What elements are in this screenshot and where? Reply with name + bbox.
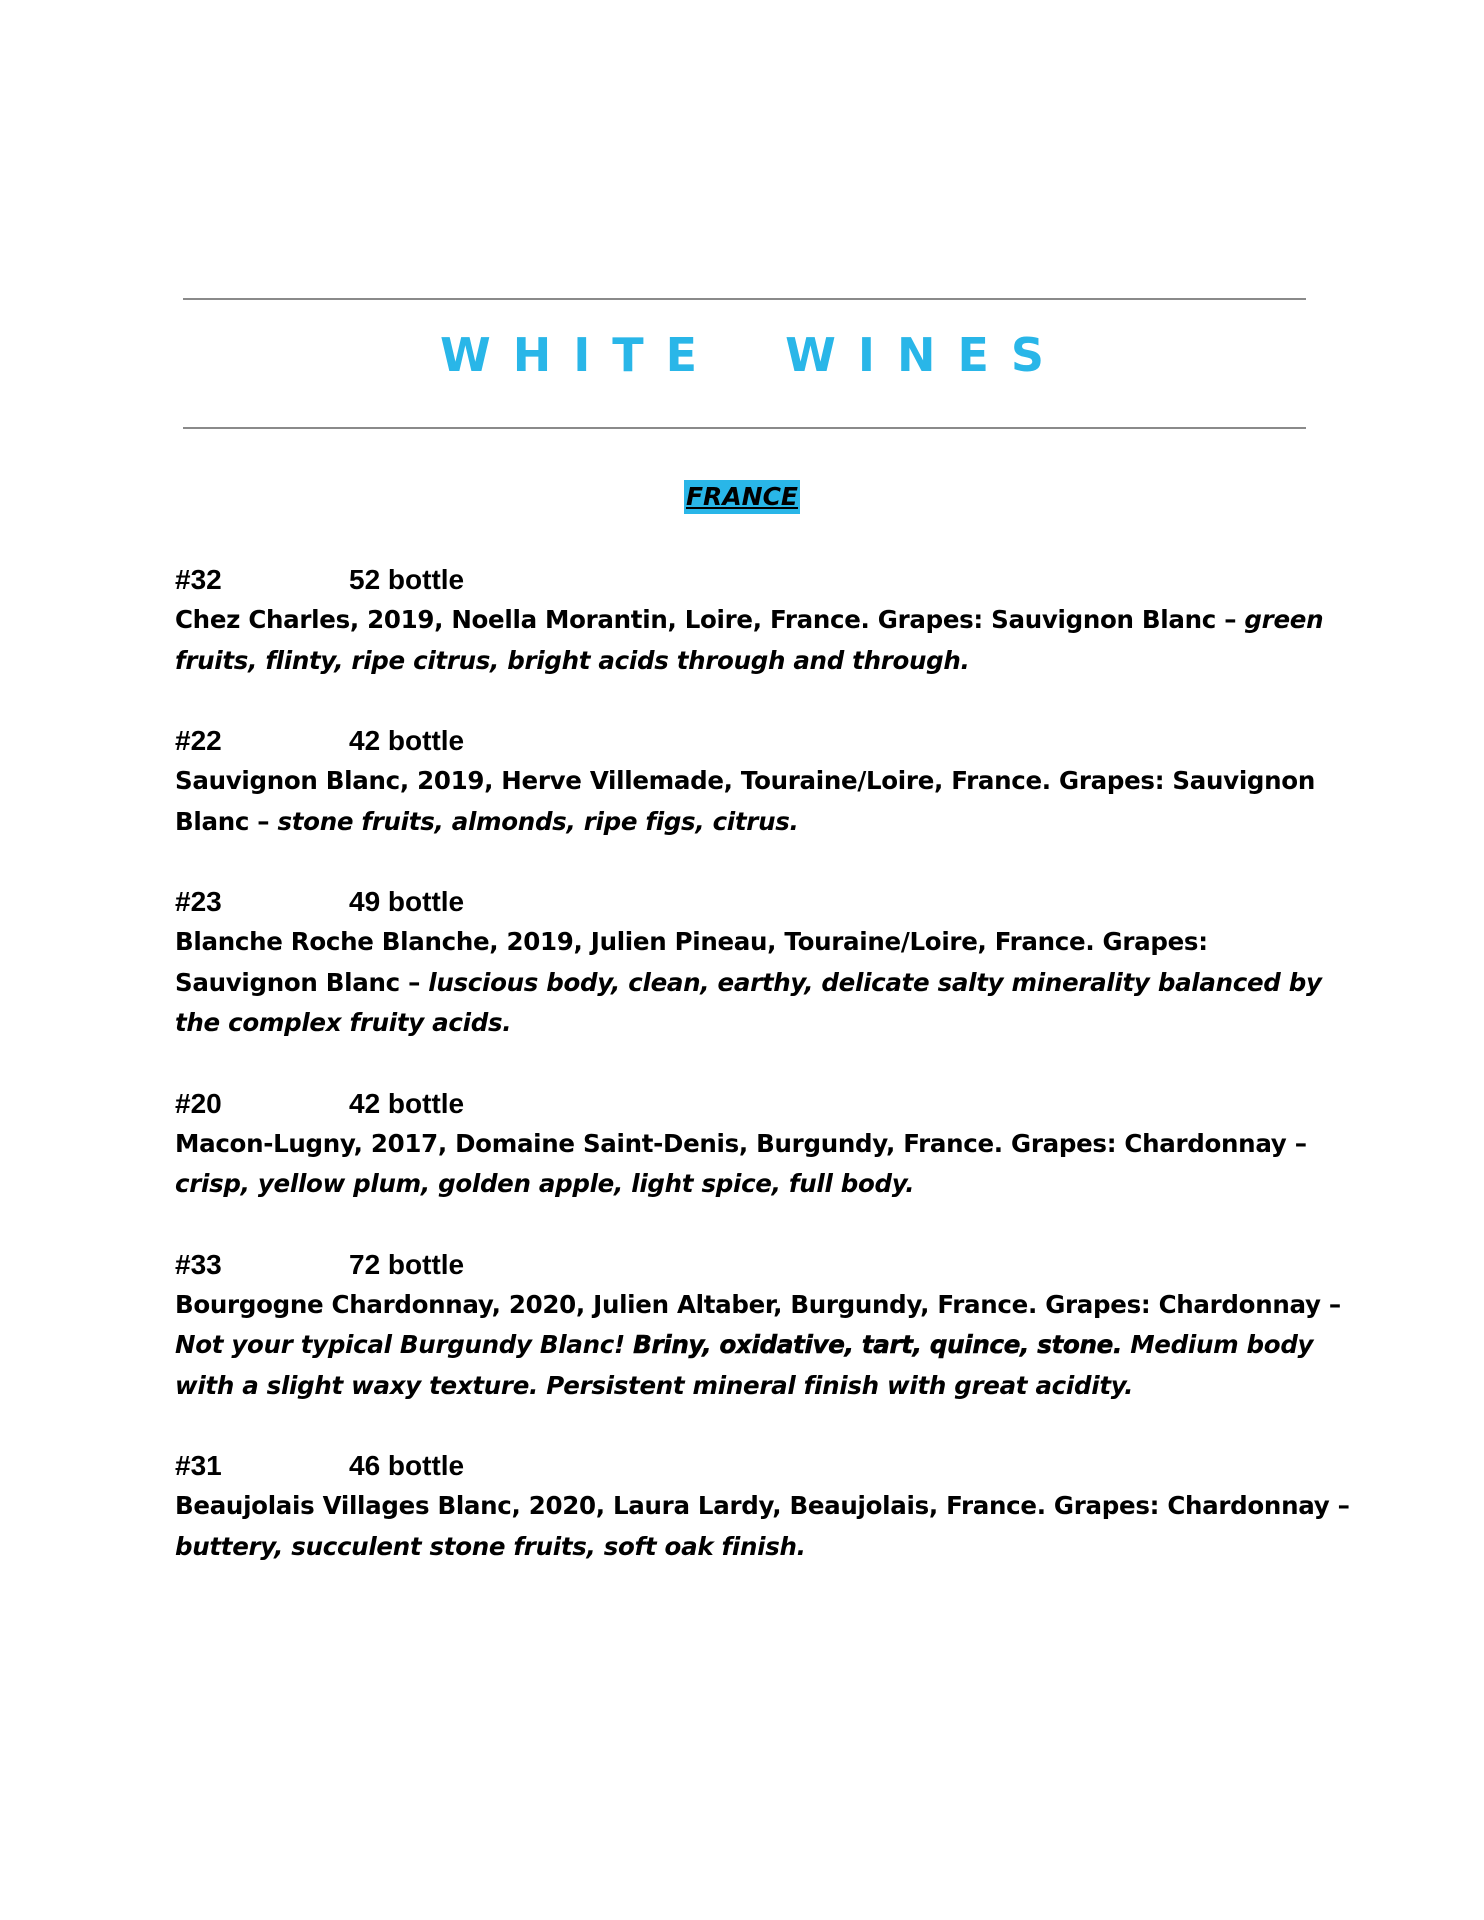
section-heading-wrap xyxy=(0,480,1484,514)
wine-description xyxy=(175,1124,1355,1205)
wine-number: #22 xyxy=(175,725,222,756)
bottom-divider xyxy=(183,427,1306,429)
wine-header xyxy=(175,560,1355,600)
wine-description xyxy=(175,1285,1355,1407)
wine-price: 52 bottle xyxy=(349,564,465,595)
wine-description xyxy=(175,922,1355,1044)
wine-price: 72 bottle xyxy=(349,1248,465,1280)
wine-entry xyxy=(175,721,1355,842)
wine-entry xyxy=(175,1245,1355,1407)
wine-price: 49 bottle xyxy=(349,886,465,917)
wine-description xyxy=(175,1486,1355,1567)
wine-header xyxy=(175,721,1355,761)
tasting-notes: luscious body, clean, earthy, delicate salty minerality balanced by the complex fruity acids. xyxy=(175,967,1322,1037)
wine-number: #33 xyxy=(175,1248,222,1280)
tasting-notes: Not your typical Burgundy Blanc! xyxy=(175,1330,634,1359)
wine-details: Beaujolais Villages Blanc, 2020, Laura Lardy, Beaujolais, France. Grapes: Chardonnay – xyxy=(175,1491,1350,1520)
tasting-notes-end: Medium body with a slight waxy texture. Persistent mineral finish with great acidity. xyxy=(175,1330,1314,1400)
wine-number: #23 xyxy=(175,886,222,917)
wine-details: Macon-Lugny, 2017, Domaine Saint-Denis, Burgundy, France. Grapes: Chardonnay – xyxy=(175,1128,1307,1158)
wine-header xyxy=(175,882,1355,922)
tasting-notes: green fruits, flinty, ripe citrus, bright acids through and through. xyxy=(175,605,1324,675)
page-title: WHITE WINES xyxy=(439,328,1067,382)
wine-header xyxy=(175,1446,1355,1486)
wine-description xyxy=(175,600,1355,681)
wine-header xyxy=(175,1245,1355,1285)
tasting-notes: crisp, yellow plum, golden apple, light spice, full body. xyxy=(175,1169,915,1198)
wine-entry xyxy=(175,560,1355,681)
wine-price: 46 bottle xyxy=(349,1450,465,1481)
wine-details: Sauvignon Blanc, 2019, Herve Villemade, Touraine/Loire, France. Grapes: Sauvignon Blanc – xyxy=(175,766,1315,836)
wine-details: Bourgogne Chardonnay, 2020, Julien Altaber, Burgundy, France. Grapes: Chardonnay – xyxy=(175,1289,1341,1319)
top-divider xyxy=(183,298,1306,300)
wine-number: #31 xyxy=(175,1450,222,1481)
wine-number: #32 xyxy=(175,564,222,595)
tasting-notes-emphasis: Briny, oxidative, tart, quince, stone. xyxy=(633,1330,1122,1359)
wine-details: Blanche Roche Blanche, 2019, Julien Pineau, Touraine/Loire, France. Grapes: Sauvignon Blanc – xyxy=(175,927,1208,997)
wine-price: 42 bottle xyxy=(349,725,465,756)
tasting-notes: stone fruits, almonds, ripe figs, citrus. xyxy=(277,806,799,836)
tasting-notes: buttery, succulent stone fruits, soft oak finish. xyxy=(175,1531,806,1561)
wine-header xyxy=(175,1084,1355,1124)
wine-description xyxy=(175,761,1355,842)
section-heading-france: FRANCE xyxy=(684,480,800,514)
wine-list xyxy=(175,560,1355,1607)
wine-number: #20 xyxy=(175,1087,222,1119)
wine-entry xyxy=(175,1084,1355,1205)
wine-price: 42 bottle xyxy=(349,1087,465,1119)
wine-details: Chez Charles, 2019, Noella Morantin, Loire, France. Grapes: Sauvignon Blanc – xyxy=(175,605,1245,634)
wine-entry xyxy=(175,882,1355,1044)
wine-entry xyxy=(175,1446,1355,1567)
